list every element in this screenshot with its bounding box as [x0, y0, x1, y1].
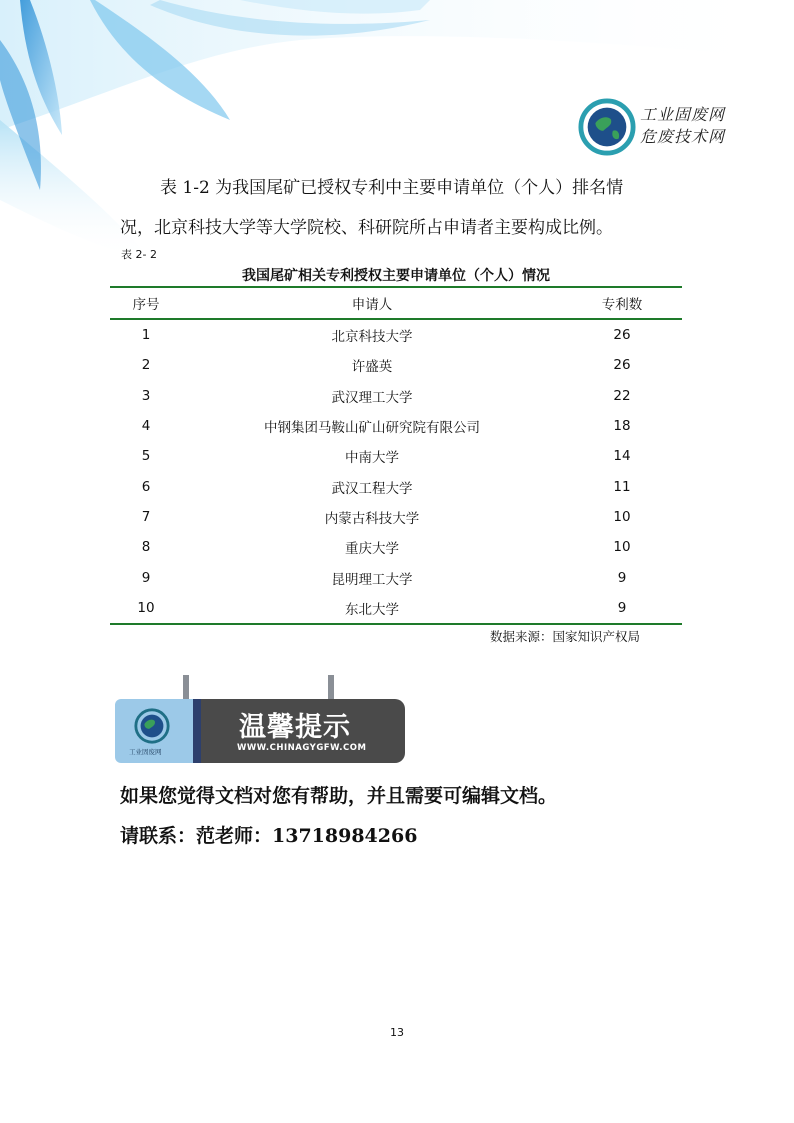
- table-row: [110, 319, 682, 350]
- page-number: 13: [390, 1026, 404, 1039]
- table-number: 表 2- 2: [121, 248, 157, 261]
- row-applicant: 武汉理工大学: [331, 389, 413, 406]
- row-count: 11: [613, 478, 631, 495]
- site-logo: [578, 98, 728, 158]
- table-header-row: [110, 287, 682, 319]
- table-row: [110, 593, 682, 624]
- row-index: 10: [110, 593, 182, 624]
- row-applicant: 内蒙古科技大学: [324, 510, 420, 527]
- row-index: 6: [141, 478, 151, 495]
- row-index: 5: [141, 448, 151, 465]
- patent-applicants-table: [110, 286, 682, 625]
- banner-title: 温馨提示: [239, 712, 351, 743]
- row-index: 1: [141, 327, 151, 344]
- intro-paragraph: [120, 168, 680, 248]
- logo-line-1: 工业固废网: [640, 105, 726, 124]
- banner-pole-right: [328, 675, 334, 701]
- row-count: 10: [613, 539, 631, 556]
- row-applicant: 昆明理工大学: [331, 571, 413, 588]
- row-count: 10: [613, 508, 631, 525]
- table-row: [110, 502, 682, 532]
- row-index: 3: [141, 387, 151, 404]
- row-count: 14: [613, 448, 631, 465]
- data-source-note: 数据来源：国家知识产权局: [490, 629, 641, 644]
- table-row: [110, 381, 682, 411]
- row-count: 9: [562, 593, 682, 624]
- logo-line-2: 危废技术网: [640, 127, 726, 146]
- table-title: 我国尾矿相关专利授权主要申请单位（个人）情况: [242, 268, 550, 284]
- row-applicant: 重庆大学: [345, 541, 399, 558]
- row-count: 9: [617, 569, 627, 586]
- header-applicant: 申请人: [182, 287, 562, 319]
- intro-line-1: 表 1-2 为我国尾矿已授权专利中主要申请单位（个人）排名情: [160, 178, 624, 198]
- contact-line-1: 如果您觉得文档对您有帮助，并且需要可编辑文档。: [120, 785, 558, 807]
- banner-small-logo-text: 工业固废网: [129, 748, 162, 756]
- header-patent-count: 专利数: [562, 287, 682, 319]
- contact-line-2: 请联系：范老师：13718984266: [120, 825, 418, 847]
- row-index: 4: [141, 418, 151, 435]
- row-applicant: 许盛英: [351, 359, 393, 376]
- table-row: [110, 562, 682, 592]
- row-applicant: 中钢集团马鞍山矿山研究院有限公司: [264, 420, 480, 437]
- row-index: 8: [141, 539, 151, 556]
- row-count: 22: [613, 387, 631, 404]
- tip-banner: [115, 675, 405, 765]
- banner-divider-stripe: [193, 699, 201, 763]
- row-applicant: 北京科技大学: [331, 329, 413, 346]
- row-index: 9: [141, 569, 151, 586]
- intro-line-2: 况，北京科技大学等大学院校、科研院所占申请者主要构成比例。: [120, 218, 613, 238]
- table-row: [110, 532, 682, 562]
- table-row: [110, 411, 682, 441]
- globe-icon: [578, 98, 636, 156]
- banner-pole-left: [183, 675, 189, 701]
- table-row: [110, 350, 682, 380]
- header-index: 序号: [110, 287, 182, 319]
- row-index: 7: [141, 508, 151, 525]
- row-count: 26: [613, 327, 631, 344]
- banner-url: WWW.CHINAGYGFW.COM: [237, 743, 367, 753]
- row-applicant: 东北大学: [182, 593, 562, 624]
- row-applicant: 中南大学: [345, 450, 399, 467]
- contact-note: [120, 776, 557, 856]
- logo-text: [640, 104, 725, 148]
- table-row: [110, 471, 682, 501]
- row-index: 2: [141, 357, 151, 374]
- row-count: 18: [613, 418, 631, 435]
- row-count: 26: [613, 357, 631, 374]
- table-row: [110, 441, 682, 471]
- globe-icon: [133, 707, 171, 745]
- row-applicant: 武汉工程大学: [331, 480, 413, 497]
